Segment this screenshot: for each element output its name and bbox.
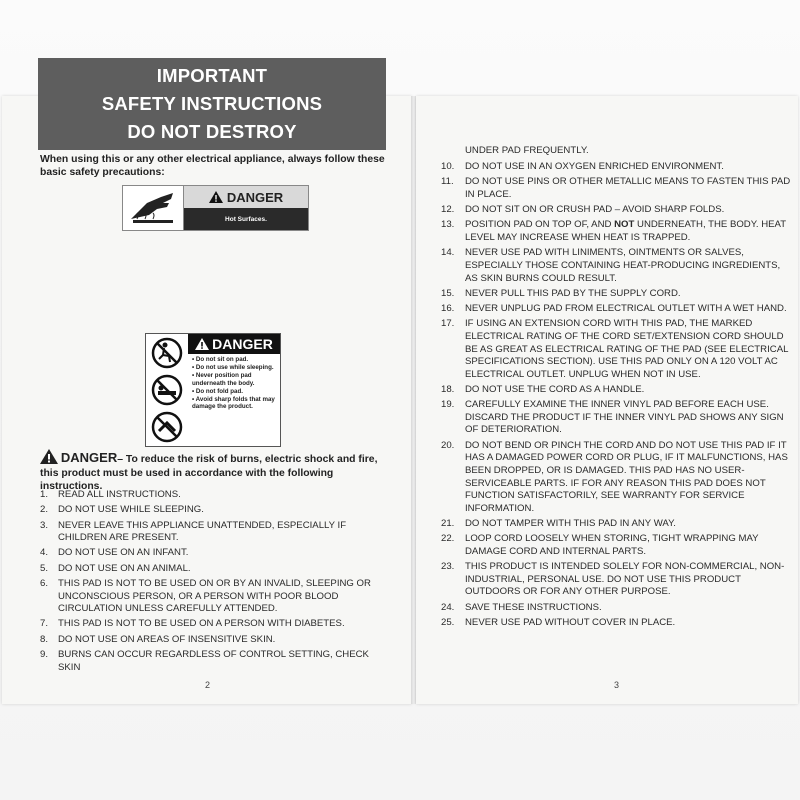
item-text-emphasis: NOT xyxy=(614,219,635,231)
list-item xyxy=(40,563,385,576)
intro-text: When using this or any other electrical appliance, always follow these basic safety precautions: xyxy=(40,154,385,178)
item-text: NEVER LEAVE THIS APPLIANCE UNATTENDED, ESPECIALLY IF CHILDREN ARE PRESENT. xyxy=(58,519,347,544)
pad-danger-bullet: • Do not fold pad. xyxy=(192,387,243,395)
item-number: 2. xyxy=(40,504,49,516)
page-number-left: 2 xyxy=(205,680,211,690)
item-text: NEVER USE PAD WITH LINIMENTS, OINTMENTS OR SALVES, ESPECIALLY THOSE CONTAINING HEAT-PRODUCING INGREDIENTS, AS SKIN BURNS COULD RESULT. xyxy=(465,247,781,284)
item-text: DO NOT USE ON AN INFANT. xyxy=(58,547,189,559)
banner-line-safety: SAFETY INSTRUCTIONS xyxy=(101,93,323,114)
item-text: IF USING AN EXTENSION CORD WITH THIS PAD, THE MARKED ELECTRICAL RATING OF THE CORD SET/EXTENSION CORD SHOULD BE AS GREAT AS ELECTRICAL RATING OF THE PAD (SEE ELECTRICAL SPECIFICATIONS SECTION). USE THIS PAD ONLY ON A 120 VOLT AC ELECTRICAL OUTLET. UNPLUG WHEN NOT IN USE. xyxy=(465,318,789,380)
list-item xyxy=(441,161,791,174)
item-number: 7. xyxy=(40,618,49,630)
pad-danger-bullet: • Avoid sharp folds that may damage the product. xyxy=(192,396,275,411)
list-item xyxy=(441,204,791,217)
item-number: 11. xyxy=(441,176,454,188)
item-number: 16. xyxy=(441,303,455,315)
item-text: DO NOT USE ON AREAS OF INSENSITIVE SKIN. xyxy=(58,633,276,645)
pad-danger-header xyxy=(188,334,280,354)
safety-banner xyxy=(38,58,386,150)
banner-line-important: IMPORTANT xyxy=(156,65,268,86)
list-item xyxy=(40,578,385,616)
list-item xyxy=(441,518,791,531)
pad-danger-bullet: • Never position pad underneath the body. xyxy=(192,372,255,387)
list-item xyxy=(40,649,385,674)
no-sitting-icon xyxy=(151,337,183,369)
list-item xyxy=(441,384,791,397)
list-item xyxy=(441,303,791,316)
item-number: 25. xyxy=(441,616,455,628)
instructions-list-right xyxy=(441,161,791,632)
item-number: 5. xyxy=(40,562,49,574)
hot-surface-label xyxy=(122,185,309,231)
item-number: 23. xyxy=(441,561,455,573)
item-text: THIS PRODUCT IS INTENDED SOLELY FOR NON-COMMERCIAL, NON-INDUSTRIAL, PERSONAL USE. DO NOT USE THIS PRODUCT OUTDOORS OR FOR ANY OTHER PURPOSE. xyxy=(465,561,785,598)
item-number: 14. xyxy=(441,247,455,259)
list-item xyxy=(40,634,385,647)
item-number: 3. xyxy=(40,519,49,531)
item-text: DO NOT USE WHILE SLEEPING. xyxy=(58,504,204,516)
prohibition-icons xyxy=(146,334,188,446)
item-text: THIS PAD IS NOT TO BE USED ON A PERSON WITH DIABETES. xyxy=(58,618,345,630)
list-item xyxy=(441,561,791,599)
item-number: 10. xyxy=(441,161,455,172)
item-number: 21. xyxy=(441,518,455,529)
hot-surface-danger-header xyxy=(184,186,308,208)
pad-danger-label xyxy=(145,333,281,447)
item-number: 15. xyxy=(441,287,455,299)
no-folding-icon xyxy=(151,411,183,443)
item-text: DO NOT USE IN AN OXYGEN ENRICHED ENVIRONMENT. xyxy=(465,161,724,172)
list-item xyxy=(441,399,791,437)
list-item xyxy=(441,219,791,244)
item-number: 24. xyxy=(441,601,455,613)
hot-surface-danger-title: DANGER xyxy=(226,189,284,205)
item-number: 8. xyxy=(40,633,49,645)
warning-triangle-icon xyxy=(209,191,223,203)
continued-item-text: UNDER PAD FREQUENTLY. xyxy=(465,145,589,156)
item-text: NEVER USE PAD WITHOUT COVER IN PLACE. xyxy=(465,616,676,628)
item-text: NEVER PULL THIS PAD BY THE SUPPLY CORD. xyxy=(465,287,681,299)
list-item xyxy=(441,533,791,558)
pad-danger-bullet: • Do not sit on pad. xyxy=(192,356,249,363)
list-item xyxy=(40,547,385,560)
list-item xyxy=(441,602,791,615)
item-text: DO NOT USE PINS OR OTHER METALLIC MEANS TO FASTEN THIS PAD IN PLACE. xyxy=(465,176,791,200)
item-number: 4. xyxy=(40,547,49,559)
item-text: DO NOT TAMPER WITH THIS PAD IN ANY WAY. xyxy=(465,518,676,529)
hand-hot-surface-icon xyxy=(123,186,184,230)
pad-danger-bullet: • Do not use while sleeping. xyxy=(192,364,274,372)
item-number: 12. xyxy=(441,204,455,216)
pad-danger-bullets xyxy=(188,356,280,411)
item-number: 22. xyxy=(441,533,455,545)
item-number: 1. xyxy=(40,489,49,500)
page-number-right: 3 xyxy=(614,680,620,690)
item-text: DO NOT SIT ON OR CRUSH PAD – AVOID SHARP FOLDS. xyxy=(465,204,725,216)
banner-line-destroy: DO NOT DESTROY xyxy=(127,121,297,142)
item-text: THIS PAD IS NOT TO BE USED ON OR BY AN INVALID, SLEEPING OR UNCONSCIOUS PERSON, OR A PERSON WITH POOR BLOOD CIRCULATION UNLESS CAREFULLY ATTENDED. xyxy=(58,578,371,615)
item-number: 19. xyxy=(441,399,455,411)
list-item xyxy=(441,617,791,630)
danger-notice-text: – To reduce the risk of burns, electric shock and fire, this product must be used in accordance with the following instructions. xyxy=(40,454,378,492)
item-number: 20. xyxy=(441,439,455,451)
list-item xyxy=(40,489,385,502)
item-text: SAVE THESE INSTRUCTIONS. xyxy=(465,601,602,613)
no-sleeping-icon xyxy=(151,374,183,406)
list-item xyxy=(441,440,791,516)
item-text: DO NOT BEND OR PINCH THE CORD AND DO NOT USE THIS PAD IF IT HAS A DAMAGED POWER CORD OR PLUG, IF IT MALFUNCTIONS, HAS BEEN DROPPED, OR IS DAMAGED. THIS PAD HAS NO USER-SERVICEABLE PARTS. IF FOR ANY REASON THIS PAD DOES NOT FUNCTION SATISFACTORILY, SEE WARRANTY FOR SERVICE INFORMATION. xyxy=(465,439,788,514)
item-text: BURNS CAN OCCUR REGARDLESS OF CONTROL SETTING, CHECK SKIN xyxy=(58,649,369,673)
list-item xyxy=(40,520,385,545)
item-text: LOOP CORD LOOSELY WHEN STORING, TIGHT WRAPPING MAY DAMAGE CORD AND INTERNAL PARTS. xyxy=(465,533,759,557)
list-item xyxy=(441,176,791,201)
danger-notice-word: DANGER xyxy=(60,450,118,465)
pad-danger-title: DANGER xyxy=(212,336,273,352)
item-number: 18. xyxy=(441,384,455,395)
item-text: UNDERNEATH, THE BODY. HEAT LEVEL MAY INCREASE WHEN HEAT IS TRAPPED. xyxy=(465,219,786,244)
item-text: NEVER UNPLUG PAD FROM ELECTRICAL OUTLET WITH A WET HAND. xyxy=(465,303,787,315)
warning-triangle-icon xyxy=(195,338,209,350)
list-item xyxy=(40,504,385,517)
item-text: READ ALL INSTRUCTIONS. xyxy=(58,489,181,500)
item-number: 9. xyxy=(40,649,49,661)
list-item xyxy=(40,618,385,631)
item-text: CAREFULLY EXAMINE THE INNER VINYL PAD BEFORE EACH USE. DISCARD THE PRODUCT IF THE INNER VINYL PAD SHOWS ANY SIGN OF DETERIORATION. xyxy=(465,399,784,436)
item-number: 6. xyxy=(40,578,49,589)
item-text: DO NOT USE THE CORD AS A HANDLE. xyxy=(465,384,645,395)
hot-surface-subtitle: Hot Surfaces. xyxy=(184,208,308,230)
item-text-pre: POSITION PAD ON TOP OF, AND xyxy=(465,219,615,231)
item-number: 17. xyxy=(441,318,455,330)
list-item xyxy=(441,318,791,381)
warning-triangle-icon xyxy=(40,449,58,464)
list-item xyxy=(441,288,791,301)
item-number: 13. xyxy=(441,219,455,231)
list-item xyxy=(441,247,791,285)
danger-notice xyxy=(40,449,390,494)
item-text: DO NOT USE ON AN ANIMAL. xyxy=(58,562,191,574)
instructions-list-left xyxy=(40,489,385,677)
